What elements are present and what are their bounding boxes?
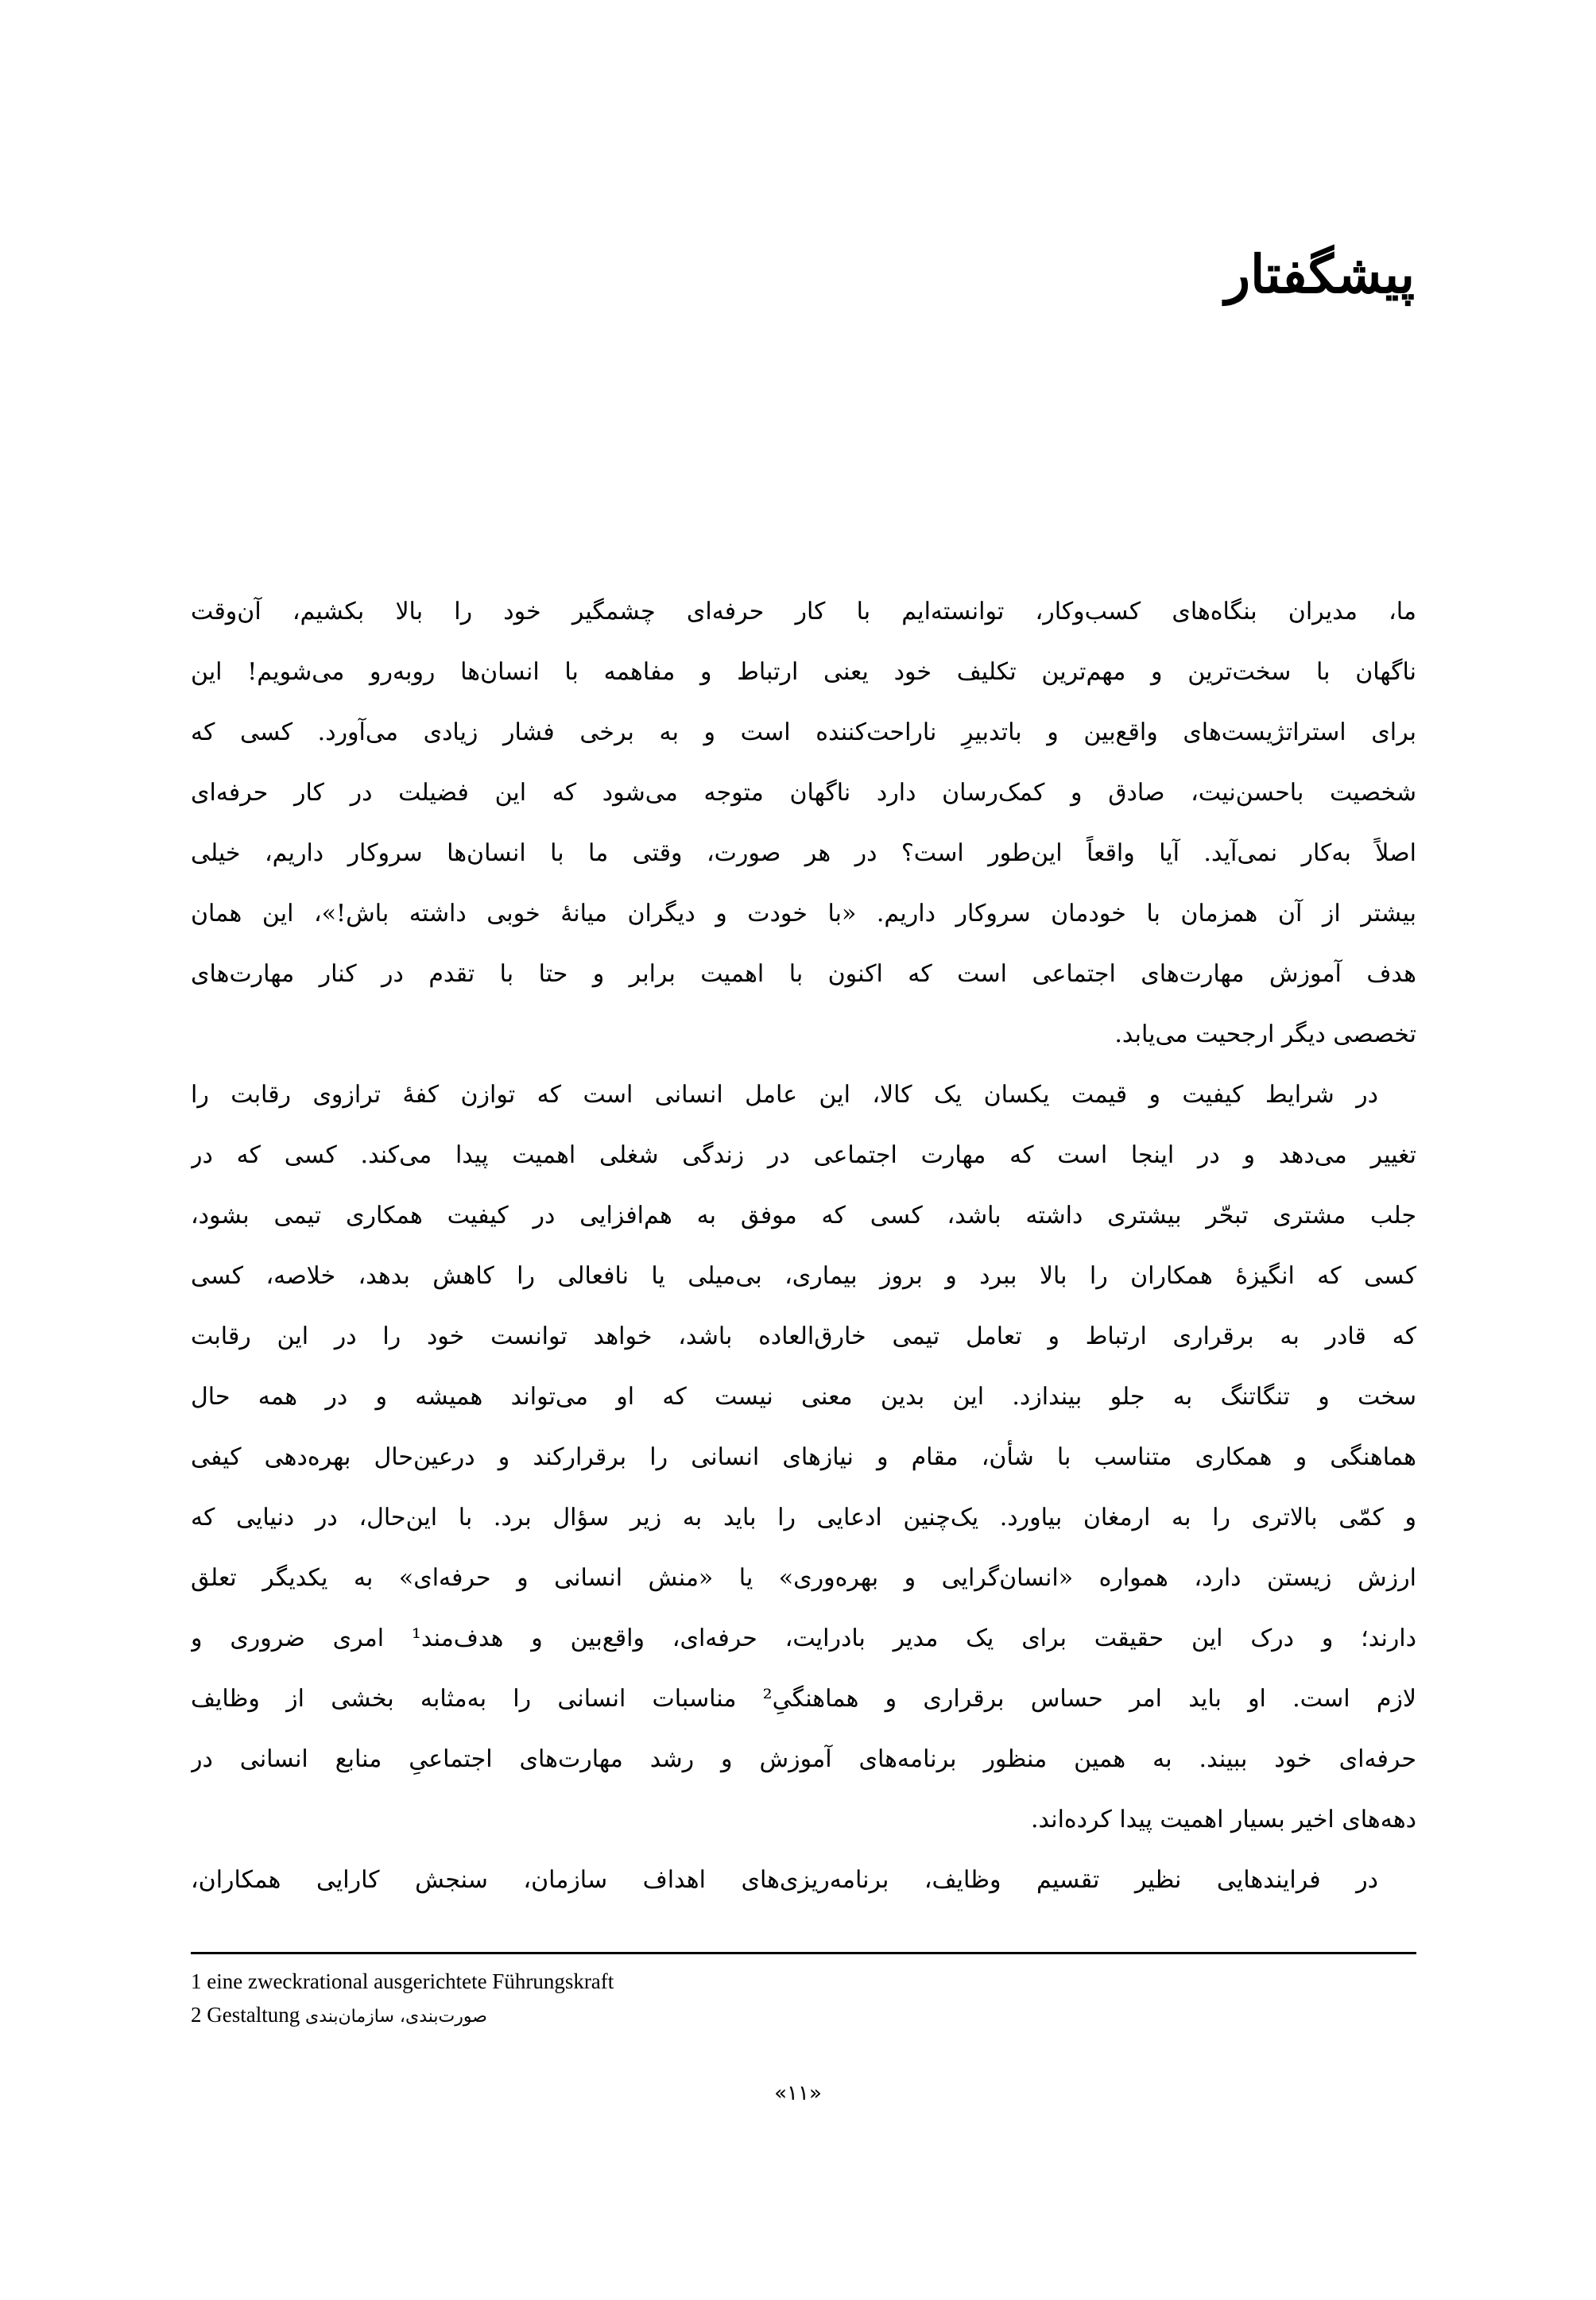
text-line: حرفه‌ای خود ببیند. به همین منظور برنامه‌های آموزش و رشد مهارت‌های اجتماعیِ منابع انسانی در: [191, 1745, 1416, 1773]
text-line: دارند؛ و درک این حقیقت برای یک مدیر بادرایت، حرفه‌ای، واقع‌بین و هدف‌مند¹ امری ضروری و: [191, 1624, 1416, 1652]
text-line: که قادر به برقراری ارتباط و تعامل تیمی خارق‌العاده باشد، خواهد توانست خود را در این رقابت: [191, 1322, 1416, 1350]
text-line: در شرایط کیفیت و قیمت یکسان یک کالا، این عامل انسانی است که توازن کفهٔ ترازوی رقابت را: [191, 1081, 1378, 1109]
text-line: هدف آموزش مهارت‌های اجتماعی است که اکنون با اهمیت برابر و حتا با تقدم در کنار مهارت‌های: [191, 960, 1416, 988]
paragraph-3: [191, 1850, 1416, 1911]
text-line: هماهنگی و همکاری متناسب با شأن، مقام و نیازهای انسانی را برقرارکند و درعین‌حال بهره‌دهی کیفی: [191, 1443, 1416, 1471]
paragraph-2: [191, 1065, 1416, 1850]
text-line: دهه‌های اخیر بسیار اهمیت پیدا کرده‌اند.: [1030, 1806, 1416, 1833]
text-line: لازم است. او باید امر حساس برقراری و هماهنگیِ² مناسبات انسانی را به‌مثابه بخشی از وظایف: [191, 1685, 1416, 1713]
text-line: تغییر می‌دهد و در اینجا است که مهارت اجتماعی در زندگی شغلی اهمیت پیدا می‌کند. کسی که در: [191, 1141, 1416, 1169]
text-line: ما، مدیران بنگاه‌های کسب‌وکار، توانسته‌ایم با کار حرفه‌ای چشمگیر خود را بالا بکشیم، آن‌وقت: [191, 598, 1416, 625]
footnote-number: 2: [191, 2003, 202, 2027]
text-line: اصلاً به‌کار نمی‌آید. آیا واقعاً این‌طور است؟ در هر صورت، وقتی ما با انسان‌ها سروکار داریم، خیلی: [191, 839, 1416, 867]
page-title: پیشگفتار: [1225, 243, 1415, 305]
footnote-text: eine zweckrational ausgerichtete Führungskraft: [207, 1969, 614, 1993]
paragraph-1: [191, 582, 1416, 1065]
body-text: [191, 582, 1416, 1911]
footnote-divider: [191, 1952, 1416, 1954]
footnote-translation: صورت‌بندی، سازمان‌بندی: [304, 2007, 487, 2027]
page-number: «۱۱»: [774, 2081, 822, 2105]
footnote-text: Gestaltung: [207, 2003, 300, 2027]
footnote-number: 1: [191, 1969, 202, 1993]
text-line: در فرایندهایی نظیر تقسیم وظایف، برنامه‌ریزی‌های اهداف سازمان، سنجش کارایی همکاران،: [191, 1866, 1378, 1894]
text-line: شخصیت باحسن‌نیت، صادق و کمک‌رسان دارد ناگهان متوجه می‌شود که این فضیلت در کار حرفه‌ای: [191, 779, 1416, 807]
text-line: جلب مشتری تبحّر بیشتری داشته باشد، کسی که موفق به هم‌افزایی در کیفیت همکاری تیمی بشود،: [191, 1202, 1416, 1229]
text-line: سخت و تنگاتنگ به جلو بیندازد. این بدین معنی نیست که او می‌تواند همیشه و در همه حال: [191, 1383, 1416, 1411]
text-line: ناگهان با سخت‌ترین و مهم‌ترین تکلیف خود یعنی ارتباط و مفاهمه با انسان‌ها روبه‌رو می‌شویم! این: [191, 658, 1416, 686]
text-line: ارزش زیستن دارد، همواره «انسان‌گرایی و بهره‌وری» یا «منش انسانی و حرفه‌ای» به یکدیگر تعلق: [191, 1564, 1416, 1592]
text-line: و کمّی بالاتری را به ارمغان بیاورد. یک‌چنین ادعایی را باید به زیر سؤال برد. با این‌حال، در دنیایی که: [191, 1504, 1416, 1531]
text-line: برای استراتژیست‌های واقع‌بین و باتدبیرِ ناراحت‌کننده است و به برخی فشار زیادی می‌آورد. کسی که: [191, 718, 1416, 746]
footnote-1: [191, 1965, 614, 1997]
text-line: کسی که انگیزهٔ همکاران را بالا ببرد و بروز بیماری، بی‌میلی یا نافعالی را کاهش بدهد، خلاصه، کسی: [191, 1262, 1416, 1290]
footnote-2: [191, 1999, 487, 2033]
text-line: تخصصی دیگر ارجحیت می‌یابد.: [1114, 1020, 1416, 1048]
text-line: بیشتر از آن همزمان با خودمان سروکار داریم. «با خودت و دیگران میانهٔ خوبی داشته باش!»، این همان: [191, 900, 1416, 927]
